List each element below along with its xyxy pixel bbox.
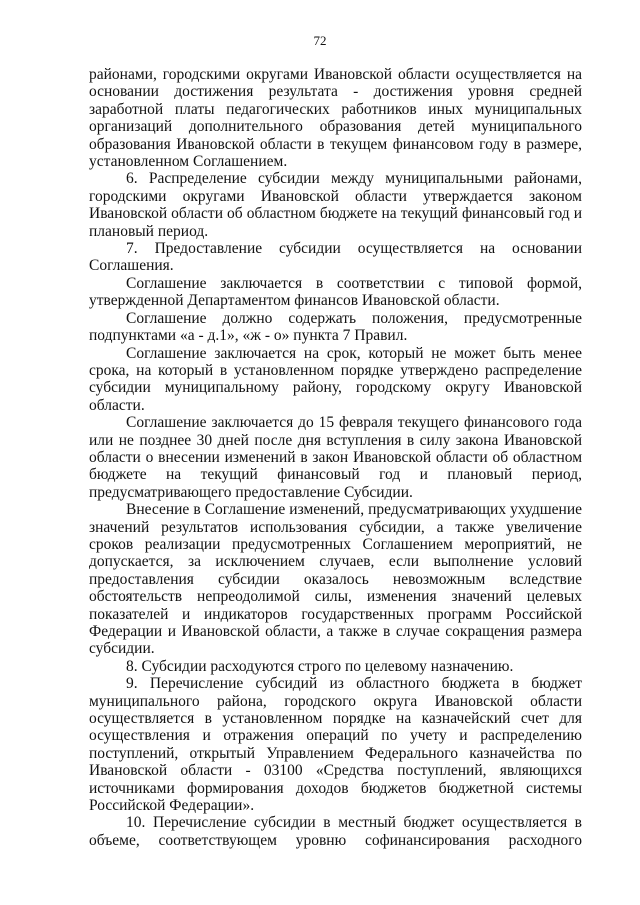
paragraph-agreement-changes: Внесение в Соглашение изменений, предусматривающих ухудшение значений результатов использования субсидии, а также увеличение сроков реализации предусмотренных Соглашением мероприятий, не допускается, за исключением случаев, если выполнение условий предоставления субсидии оказалось невозможным вследствие обстоятельств непреодолимой силы, изменения значений целевых показателей и индикаторов государственных программ Российской Федерации и Ивановской области, а также в случае сокращения размера субсидии. xyxy=(89,501,582,658)
document-body xyxy=(89,66,582,849)
paragraph-agreement-provisions: Соглашение должно содержать положения, предусмотренные подпунктами «а - д.1», «ж - о» пункта 7 Правил. xyxy=(89,309,582,345)
paragraph-continuation: районами, городскими округами Ивановской области осуществляется на основании достижения результата - достижения уровня средней заработной платы педагогических работников иных муниципальных организаций дополнительного образования детей муниципального образования Ивановской области в текущем финансовом году в размере, установленном Соглашением. xyxy=(89,66,582,171)
paragraph-agreement-term: Соглашение заключается на срок, который не может быть менее срока, на который в установленном порядке утверждено распределение субсидии муниципальному району, городскому округу Ивановской области. xyxy=(89,344,582,414)
page-number: 72 xyxy=(313,33,327,48)
paragraph-item-7: 7. Предоставление субсидии осуществляется на основании Соглашения. xyxy=(89,240,582,275)
paragraph-item-6: 6. Распределение субсидии между муниципальными районами, городскими округами Ивановской области утверждается законом Ивановской области об областном бюджете на текущий финансовый год и плановый период. xyxy=(89,170,582,240)
paragraph-item-9: 9. Перечисление субсидий из областного бюджета в бюджет муниципального района, городского округа Ивановской области осуществляется в установленном порядке на казначейский счет для осуществления и отражения операций по учету и распределению поступлений, открытый Управлением Федерального казначейства по Ивановской области - 03100 «Средства поступлений, являющихся источниками формирования доходов бюджетов бюджетной системы Российской Федерации». xyxy=(89,675,582,815)
paragraph-agreement-form: Соглашение заключается в соответствии с типовой формой, утвержденной Департаментом финансов Ивановской области. xyxy=(89,274,582,310)
paragraph-item-8: 8. Субсидии расходуются строго по целевому назначению. xyxy=(126,657,514,675)
paragraph-item-10: 10. Перечисление субсидии в местный бюджет осуществляется в объеме, соответствующем уровню софинансирования расходного xyxy=(89,814,582,849)
paragraph-agreement-deadline: Соглашение заключается до 15 февраля текущего финансового года или не позднее 30 дней после дня вступления в силу закона Ивановской области о внесении изменений в закон Ивановской области об областном бюджете на текущий финансовый год и плановый период, предусматривающего предоставление Субсидии. xyxy=(89,414,582,501)
